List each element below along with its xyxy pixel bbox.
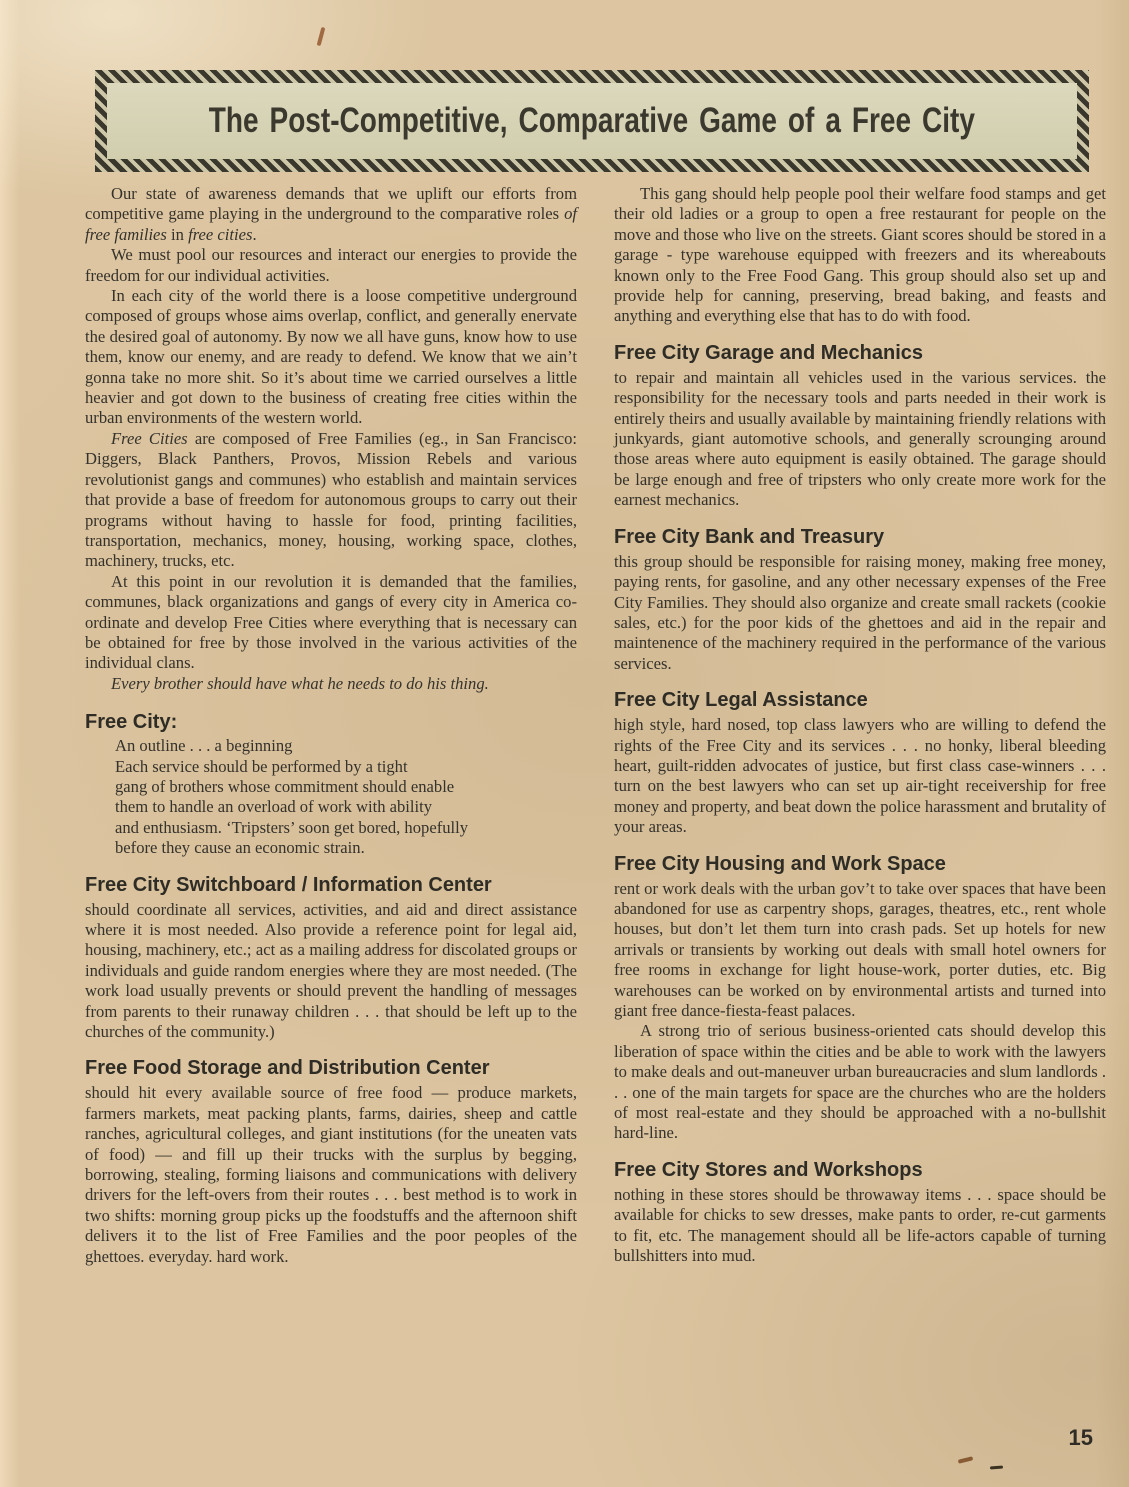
outline-line: before they cause an economic strain. — [115, 838, 365, 858]
intro-paragraph-4 — [85, 429, 577, 572]
section-heading-switchboard: Free City Switchboard / Information Center — [85, 873, 492, 896]
section-body-switchboard: should coordinate all services, activities, and aid and direct assistance where it is most needed. Also provide a reference point for legal aid, housing, machinery, etc.; act as a mailing address for discolated groups or individuals and guide random energies where they are most needed. (The work load usually prevents or should prevent the handling of messages from parents to their runaway children . . . that should be left up to the churches of the community.) — [85, 899, 577, 1042]
page-title: The Post-Competitive, Comparative Game of a Free City — [208, 101, 976, 140]
motto-line: Every brother should have what he needs to do his thing. — [111, 673, 489, 693]
section-heading-food-storage: Free Food Storage and Distribution Center — [85, 1057, 490, 1080]
section-body-stores: nothing in these stores should be throwaway items . . . space should be available for chicks to sew dresses, make pants to order, re-cut garments to fit, etc. The management should all be life-actors capable of turning bullshitters into mud. — [614, 1184, 1106, 1266]
section-body-legal: high style, hard nosed, top class lawyers who are willing to defend the rights of the Free City and its services . . . no honky, liberal bleeding heart, guilt-ridden advocates of justice, but first class case-winners . . . turn on the best lawyers who can set up air-tight receivership for free money and property, and beat down the police harassment and brutality of your areas. — [614, 715, 1106, 837]
scan-blemish — [990, 1466, 1003, 1470]
text-segment-italic: Free Cities — [111, 428, 188, 448]
section-body-bank: this group should be responsible for raising money, making free money, paying rents, for gasoline, and any other necessary expenses of the Free City Families. They should also organize and create small rackets (cookie sales, etc.) for the poor kids of the ghettoes and aid in the repair and maintenence of the machinery required in the performance of the various services. — [614, 551, 1106, 673]
outline-line: them to handle an overload of work with ability — [115, 797, 433, 817]
outline-line: and enthusiasm. ‘Tripsters’ soon get bored, hopefully — [115, 817, 469, 837]
title-banner — [95, 70, 1089, 172]
outline-line: Each service should be performed by a tight — [115, 756, 408, 776]
left-column — [85, 184, 577, 1267]
section-heading-garage: Free City Garage and Mechanics — [614, 341, 924, 364]
page-number: 15 — [1068, 1425, 1093, 1450]
section-heading-bank: Free City Bank and Treasury — [614, 525, 885, 548]
section-body-housing: rent or work deals with the urban gov’t to take over spaces that have been abandoned for use as carpentry shops, garages, theatres, etc., rent whole houses, but don’t let them turn into crash pads. Set up hotels for new arrivals or transients by working out deals with small hotel owners for free rooms in exchange for light house-work, porter duties, etc. Big warehouses can be worked on by environmental artists and turned into giant free dance-fiesta-feast palaces. — [614, 878, 1106, 1020]
scan-blemish — [958, 1456, 974, 1464]
text-segment: . — [252, 224, 257, 244]
section-heading-stores: Free City Stores and Workshops — [614, 1158, 923, 1181]
scan-blemish — [317, 27, 326, 46]
section-heading-legal: Free City Legal Assistance — [614, 689, 868, 712]
section-heading-free-city: Free City: — [85, 711, 178, 734]
intro-paragraph-2: We must pool our resources and interact our energies to provide the freedom for our individual activities. — [85, 245, 577, 285]
intro-paragraph-3: In each city of the world there is a loose competitive underground composed of groups whose aims overlap, conflict, and generally enervate the desired goal of autonomy. By now we all have guns, know how to use them, know our enemy, and are ready to defend. We know that we ain’t gonna take no more shit. So it’s about time we carried ourselves a little heavier and got down to the business of creating free cities within the urban environments of the western world. — [85, 286, 577, 428]
text-segment-italic: of free families — [85, 204, 577, 244]
outline-line: An outline . . . a beginning — [115, 736, 293, 756]
article-body — [85, 184, 1106, 1267]
text-segment: in — [166, 224, 189, 244]
section-heading-housing: Free City Housing and Work Space — [614, 852, 946, 875]
title-banner-inner — [107, 83, 1077, 159]
housing-paragraph-2: A strong trio of serious business-oriented cats should develop this liberation of space within the cities and be able to work with the lawyers to make deals and out-maneuver urban bureaucracies and slum landlords . . . one of the main targets for space are the churches who are the holders of most real-estate and they should be approached with a no-bullshit hard-line. — [614, 1021, 1106, 1143]
text-segment: are composed of Free Families (eg., in San Francisco: Diggers, Black Panthers, Provos, Mission Rebels and various revolutionist gangs and communes) who establish and maintain services that provide a base of freedom for autonomous groups to carry out their programs without having to hassle for food, printing facilities, transportation, mechanics, money, housing, working space, clothes, machinery, trucks, etc. — [85, 428, 578, 571]
text-segment-italic: free cities — [188, 224, 253, 244]
intro-paragraph-5: At this point in our revolution it is demanded that the families, communes, black organizations and gangs of every city in America co-ordinate and develop Free Cities where everything that is necessary can be obtained for free by those involved in the various activities of the individual clans. — [85, 571, 577, 673]
intro-paragraph-1 — [85, 184, 577, 245]
section-body-garage: to repair and maintain all vehicles used in the various services. the responsibility for the necessary tools and parts needed in their work is entirely theirs and usually available by maintaining friendly relations with junkyards, giant automotive schools, and generally scrounging around those areas where auto equipment is easily obtained. The garage should be large enough and free of tripsters who only create more work for the earnest mechanics. — [614, 367, 1106, 510]
outline-line: gang of brothers whose commitment should enable — [115, 776, 455, 796]
text-segment: Our state of awareness demands that we uplift our efforts from competitive game playing in the underground to the comparative roles — [85, 184, 577, 224]
food-gang-paragraph: This gang should help people pool their welfare food stamps and get their old ladies or a group to open a free restaurant for people on the move and those who live on the streets. Giant scores should be stored in a garage - type warehouse equipped with freezers and its whereabouts known only to the Free Food Gang. This group should also set up and provide help for canning, preserving, bread baking, and feasts and anything and everything else that has to do with food. — [614, 184, 1106, 326]
right-column — [614, 184, 1106, 1267]
free-city-outline — [115, 736, 577, 858]
section-body-food-storage: should hit every available source of free food — produce markets, farmers markets, meat packing plants, farms, dairies, sheep and cattle ranches, agricultural colleges, and giant institutions (for the uneaten vats of food) — and fill up their trucks with the surplus by begging, borrowing, stealing, forming liaisons and communications with delivery drivers for the left-overs from their routes . . . best method is to work in two shifts: morning group picks up the foodstuffs and the afternoon shift delivers it to the list of Free Families and the poor peoples of the ghettoes. everyday. hard work. — [85, 1083, 577, 1266]
